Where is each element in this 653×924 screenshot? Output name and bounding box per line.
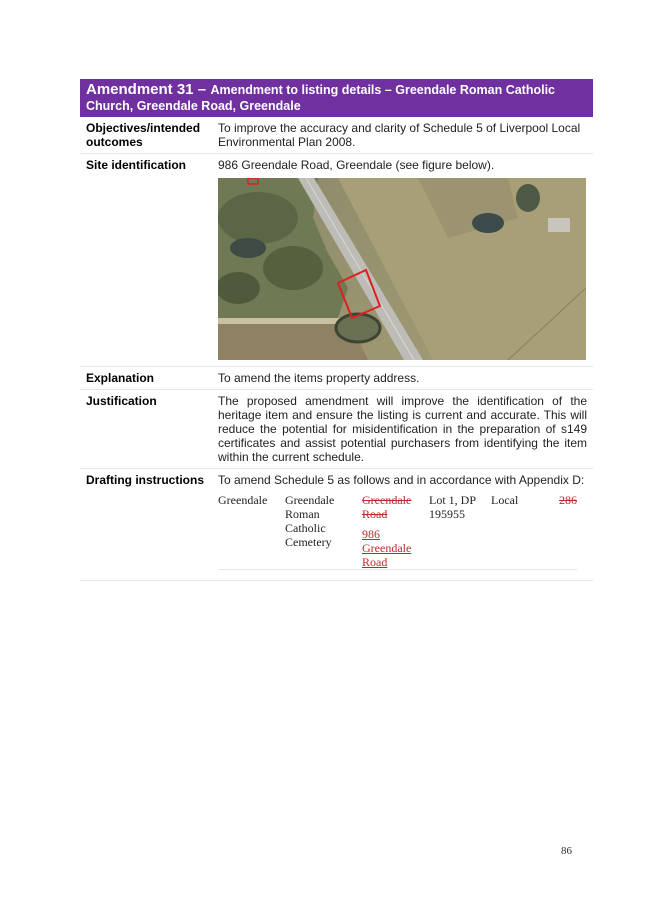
objectives-row bbox=[80, 117, 593, 154]
address-deleted: Greendale Road bbox=[362, 493, 412, 521]
site-label: Site identification bbox=[80, 154, 212, 367]
drafting-row bbox=[80, 469, 593, 581]
schedule-item-no: 286 bbox=[559, 493, 577, 570]
justification-value: The proposed amendment will improve the identification of the heritage item and ensure the listing is current and accurate. This will reduce the potential for misidentification in the preparation of s149 certificates and assist potential purchasers from identifying the item within the current schedule. bbox=[212, 390, 593, 469]
amendment-label: Amendment 31 – bbox=[86, 81, 207, 98]
schedule-item-name: Greendale Roman Catholic Cemetery bbox=[285, 493, 362, 570]
amendment-header bbox=[80, 79, 593, 117]
schedule-row bbox=[218, 493, 577, 570]
address-inserted: 986 Greendale Road bbox=[362, 527, 412, 569]
amendment-table bbox=[80, 117, 593, 581]
justification-label: Justification bbox=[80, 390, 212, 469]
site-value: 986 Greendale Road, Greendale (see figure below). bbox=[218, 158, 495, 172]
amendment-title: Amendment to listing details – Greendale Roman Catholic Church, Greendale Road, Greendale bbox=[86, 83, 556, 113]
schedule-address bbox=[362, 493, 429, 570]
explanation-label: Explanation bbox=[80, 367, 212, 390]
explanation-row bbox=[80, 367, 593, 390]
aerial-map-image bbox=[218, 178, 586, 360]
amendment-section bbox=[80, 79, 593, 581]
page-number: 86 bbox=[561, 845, 572, 857]
objectives-label: Objectives/intended outcomes bbox=[80, 117, 212, 154]
drafting-label: Drafting instructions bbox=[80, 469, 212, 581]
explanation-value: To amend the items property address. bbox=[212, 367, 593, 390]
justification-row bbox=[80, 390, 593, 469]
schedule-table bbox=[218, 493, 577, 570]
schedule-significance: Local bbox=[491, 493, 559, 570]
drafting-cell bbox=[212, 469, 593, 581]
site-row bbox=[80, 154, 593, 367]
schedule-property: Lot 1, DP 195955 bbox=[429, 493, 491, 570]
objectives-value: To improve the accuracy and clarity of Schedule 5 of Liverpool Local Environmental Plan 2008. bbox=[212, 117, 593, 154]
schedule-suburb: Greendale bbox=[218, 493, 285, 570]
site-cell bbox=[212, 154, 593, 367]
drafting-value: To amend Schedule 5 as follows and in accordance with Appendix D: bbox=[218, 473, 585, 487]
